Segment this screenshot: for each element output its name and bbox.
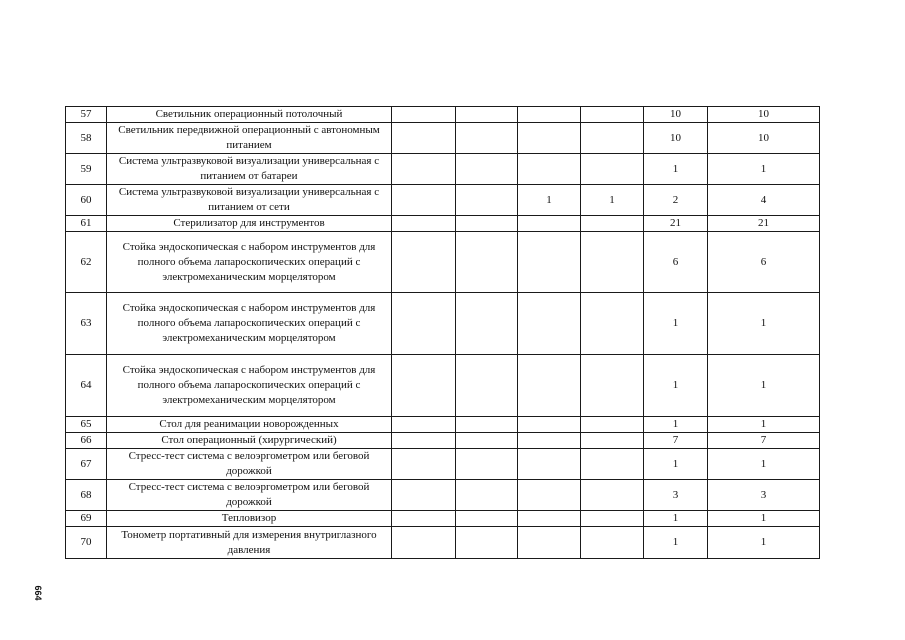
qty-cell-5: 21 bbox=[644, 216, 708, 232]
qty-cell-4 bbox=[581, 107, 644, 123]
item-name-cell: Стерилизатор для инструментов bbox=[107, 216, 392, 232]
qty-cell-5: 1 bbox=[644, 355, 708, 417]
qty-cell-3 bbox=[518, 511, 581, 527]
qty-cell-4 bbox=[581, 449, 644, 480]
qty-cell-1 bbox=[392, 433, 456, 449]
qty-cell-3 bbox=[518, 232, 581, 293]
item-name-cell: Стол для реанимации новорожденных bbox=[107, 417, 392, 433]
qty-cell-5: 1 bbox=[644, 511, 708, 527]
qty-cell-4: 1 bbox=[581, 185, 644, 216]
qty-cell-5: 1 bbox=[644, 527, 708, 559]
item-name-cell: Стойка эндоскопическая с набором инструментов для полного объема лапароскопических операций с электромеханическим морцелятором bbox=[107, 355, 392, 417]
qty-cell-1 bbox=[392, 154, 456, 185]
row-number-cell: 57 bbox=[66, 107, 107, 123]
row-number-cell: 58 bbox=[66, 123, 107, 154]
table-row bbox=[66, 154, 820, 185]
qty-cell-2 bbox=[456, 433, 518, 449]
item-name-cell: Стресс-тест система с велоэргометром или беговой дорожкой bbox=[107, 480, 392, 511]
qty-cell-3 bbox=[518, 417, 581, 433]
qty-cell-2 bbox=[456, 154, 518, 185]
qty-cell-4 bbox=[581, 417, 644, 433]
item-name-cell: Система ультразвуковой визуализации универсальная с питанием от сети bbox=[107, 185, 392, 216]
qty-cell-2 bbox=[456, 355, 518, 417]
qty-cell-6: 1 bbox=[708, 449, 820, 480]
table-row bbox=[66, 355, 820, 417]
qty-cell-4 bbox=[581, 433, 644, 449]
qty-cell-5: 6 bbox=[644, 232, 708, 293]
qty-cell-3 bbox=[518, 107, 581, 123]
qty-cell-6: 7 bbox=[708, 433, 820, 449]
qty-cell-5: 10 bbox=[644, 123, 708, 154]
row-number-cell: 70 bbox=[66, 527, 107, 559]
qty-cell-2 bbox=[456, 527, 518, 559]
qty-cell-5: 1 bbox=[644, 449, 708, 480]
row-number-cell: 68 bbox=[66, 480, 107, 511]
row-number-cell: 67 bbox=[66, 449, 107, 480]
row-number-cell: 65 bbox=[66, 417, 107, 433]
qty-cell-2 bbox=[456, 185, 518, 216]
qty-cell-6: 10 bbox=[708, 107, 820, 123]
qty-cell-6: 1 bbox=[708, 355, 820, 417]
table-row bbox=[66, 232, 820, 293]
qty-cell-3 bbox=[518, 293, 581, 355]
qty-cell-6: 1 bbox=[708, 293, 820, 355]
qty-cell-1 bbox=[392, 123, 456, 154]
item-name-cell: Стол операционный (хирургический) bbox=[107, 433, 392, 449]
qty-cell-5: 1 bbox=[644, 417, 708, 433]
qty-cell-2 bbox=[456, 417, 518, 433]
qty-cell-4 bbox=[581, 123, 644, 154]
item-name-cell: Стойка эндоскопическая с набором инструментов для полного объема лапароскопических операций с электромеханическим морцелятором bbox=[107, 293, 392, 355]
qty-cell-1 bbox=[392, 107, 456, 123]
row-number-cell: 59 bbox=[66, 154, 107, 185]
row-number-cell: 69 bbox=[66, 511, 107, 527]
item-name-cell: Стойка эндоскопическая с набором инструментов для полного объема лапароскопических операций с электромеханическим морцелятором bbox=[107, 232, 392, 293]
row-number-cell: 63 bbox=[66, 293, 107, 355]
table-row bbox=[66, 123, 820, 154]
qty-cell-3 bbox=[518, 216, 581, 232]
qty-cell-6: 1 bbox=[708, 154, 820, 185]
row-number-cell: 62 bbox=[66, 232, 107, 293]
qty-cell-3: 1 bbox=[518, 185, 581, 216]
qty-cell-3 bbox=[518, 355, 581, 417]
qty-cell-1 bbox=[392, 216, 456, 232]
qty-cell-4 bbox=[581, 511, 644, 527]
qty-cell-2 bbox=[456, 293, 518, 355]
qty-cell-3 bbox=[518, 527, 581, 559]
table-row bbox=[66, 449, 820, 480]
qty-cell-1 bbox=[392, 511, 456, 527]
row-number-cell: 61 bbox=[66, 216, 107, 232]
qty-cell-4 bbox=[581, 154, 644, 185]
page-number: 664 bbox=[33, 585, 43, 601]
qty-cell-4 bbox=[581, 216, 644, 232]
qty-cell-6: 6 bbox=[708, 232, 820, 293]
qty-cell-1 bbox=[392, 355, 456, 417]
qty-cell-4 bbox=[581, 232, 644, 293]
qty-cell-4 bbox=[581, 480, 644, 511]
qty-cell-3 bbox=[518, 480, 581, 511]
qty-cell-6: 1 bbox=[708, 511, 820, 527]
qty-cell-2 bbox=[456, 107, 518, 123]
qty-cell-4 bbox=[581, 355, 644, 417]
qty-cell-3 bbox=[518, 449, 581, 480]
qty-cell-6: 3 bbox=[708, 480, 820, 511]
qty-cell-6: 1 bbox=[708, 527, 820, 559]
table-row bbox=[66, 527, 820, 559]
table-row bbox=[66, 417, 820, 433]
qty-cell-4 bbox=[581, 293, 644, 355]
qty-cell-1 bbox=[392, 185, 456, 216]
qty-cell-1 bbox=[392, 527, 456, 559]
qty-cell-3 bbox=[518, 433, 581, 449]
qty-cell-1 bbox=[392, 293, 456, 355]
row-number-cell: 60 bbox=[66, 185, 107, 216]
item-name-cell: Стресс-тест система с велоэргометром или беговой дорожкой bbox=[107, 449, 392, 480]
qty-cell-6: 21 bbox=[708, 216, 820, 232]
item-name-cell: Тонометр портативный для измерения внутриглазного давления bbox=[107, 527, 392, 559]
qty-cell-6: 10 bbox=[708, 123, 820, 154]
item-name-cell: Светильник передвижной операционный с автономным питанием bbox=[107, 123, 392, 154]
row-number-cell: 64 bbox=[66, 355, 107, 417]
qty-cell-2 bbox=[456, 480, 518, 511]
qty-cell-2 bbox=[456, 216, 518, 232]
qty-cell-6: 1 bbox=[708, 417, 820, 433]
qty-cell-3 bbox=[518, 154, 581, 185]
row-number-cell: 66 bbox=[66, 433, 107, 449]
equipment-table bbox=[65, 106, 820, 559]
qty-cell-1 bbox=[392, 417, 456, 433]
table-row bbox=[66, 185, 820, 216]
qty-cell-2 bbox=[456, 511, 518, 527]
qty-cell-2 bbox=[456, 123, 518, 154]
table-row bbox=[66, 216, 820, 232]
qty-cell-1 bbox=[392, 480, 456, 511]
item-name-cell: Система ультразвуковой визуализации универсальная с питанием от батареи bbox=[107, 154, 392, 185]
qty-cell-2 bbox=[456, 449, 518, 480]
qty-cell-5: 2 bbox=[644, 185, 708, 216]
item-name-cell: Тепловизор bbox=[107, 511, 392, 527]
qty-cell-6: 4 bbox=[708, 185, 820, 216]
qty-cell-2 bbox=[456, 232, 518, 293]
table-row bbox=[66, 511, 820, 527]
qty-cell-4 bbox=[581, 527, 644, 559]
qty-cell-3 bbox=[518, 123, 581, 154]
qty-cell-5: 1 bbox=[644, 154, 708, 185]
qty-cell-5: 3 bbox=[644, 480, 708, 511]
qty-cell-1 bbox=[392, 449, 456, 480]
qty-cell-1 bbox=[392, 232, 456, 293]
qty-cell-5: 1 bbox=[644, 293, 708, 355]
table-row bbox=[66, 107, 820, 123]
table-body bbox=[66, 107, 820, 559]
qty-cell-5: 7 bbox=[644, 433, 708, 449]
table-row bbox=[66, 433, 820, 449]
table-row bbox=[66, 480, 820, 511]
item-name-cell: Светильник операционный потолочный bbox=[107, 107, 392, 123]
qty-cell-5: 10 bbox=[644, 107, 708, 123]
table-row bbox=[66, 293, 820, 355]
